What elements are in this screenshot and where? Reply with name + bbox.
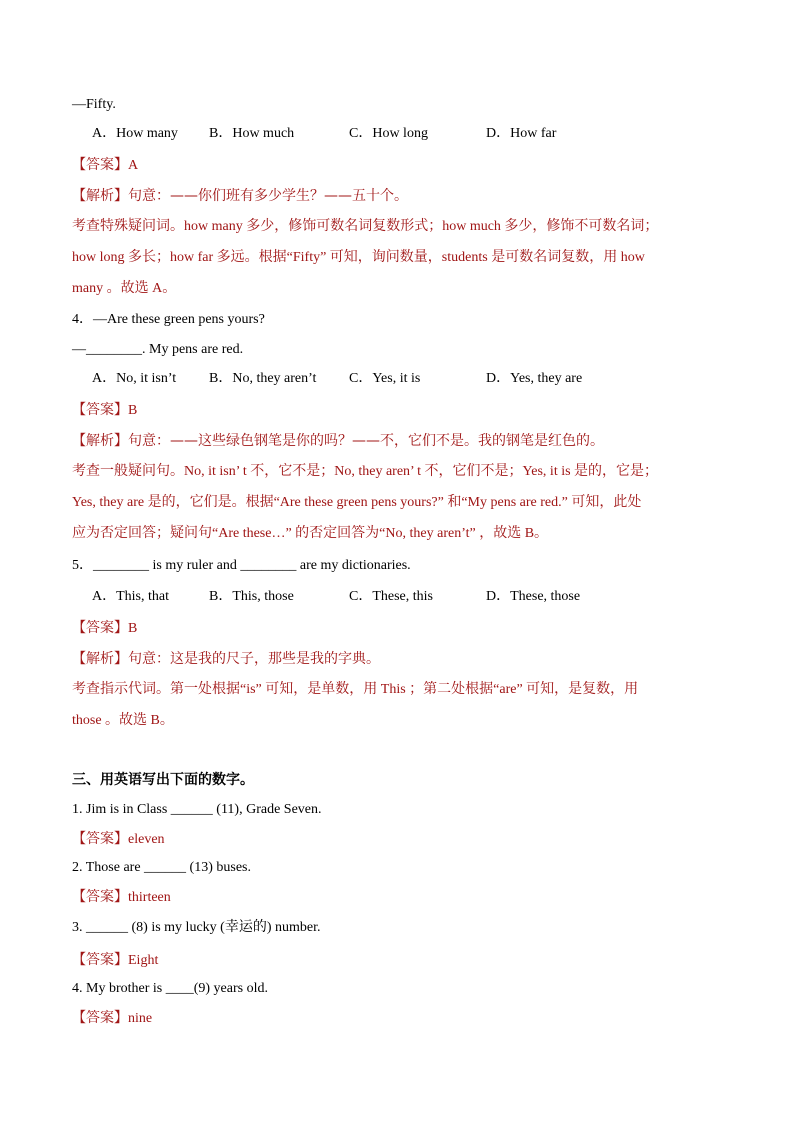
answer-value: B	[128, 403, 138, 418]
q5-answer	[72, 618, 732, 639]
q4-analysis-line-3: Yes, they are 是的，它们是。根据“Are these green pens yours?” 和“My pens are red.” 可知，此处	[72, 495, 642, 510]
q5-analysis	[72, 649, 732, 670]
q5-option-d: D．These, those	[486, 589, 581, 604]
q3-analysis-line-3: how long 多长；how far 多远。根据“Fifty” 可知，询问数量，students 是可数名词复数，用 how	[72, 250, 645, 265]
s3-question-4: 4. My brother is ____(9) years old.	[72, 981, 268, 996]
q4-option-c: C．Yes, it is	[349, 371, 421, 386]
s3-answer-4	[72, 1008, 732, 1029]
q4-analysis-line-4: 应为否定回答；疑问句“Are these…” 的否定回答为“No, they aren’t” ，故选 B。	[72, 526, 549, 541]
q3-answer	[72, 155, 732, 176]
q5-question: 5．________ is my ruler and ________ are my dictionaries.	[72, 558, 411, 573]
s3-answer-3	[72, 950, 732, 971]
q4-analysis	[72, 431, 732, 452]
q4-answer	[72, 400, 732, 421]
answer-label: 【答案】	[72, 952, 128, 968]
analysis-label: 【解析】	[72, 651, 128, 667]
s3-question-1: 1. Jim is in Class ______ (11), Grade Seven.	[72, 802, 322, 817]
answer-label: 【答案】	[72, 831, 128, 847]
answer-value: thirteen	[128, 890, 171, 905]
q4-question: 4．—Are these green pens yours?	[72, 312, 265, 327]
analysis-text: 句意：这是我的尺子，那些是我的字典。	[128, 651, 380, 667]
q5-option-b: B．This, those	[209, 589, 294, 604]
s3-question-2: 2. Those are ______ (13) buses.	[72, 860, 251, 875]
q3-analysis-line-4: many 。故选 A。	[72, 281, 177, 296]
s3-question-3: 3. ______ (8) is my lucky (幸运的) number.	[72, 920, 321, 935]
analysis-label: 【解析】	[72, 188, 128, 204]
q4-option-b: B．No, they aren’t	[209, 371, 317, 386]
answer-label: 【答案】	[72, 889, 128, 905]
q5-option-a: A．This, that	[92, 589, 169, 604]
q4-analysis-line-2: 考查一般疑问句。No, it isn’ t 不，它不是；No, they aren’ t 不，它们不是；Yes, it is 是的，它是；	[72, 464, 659, 479]
answer-label: 【答案】	[72, 157, 128, 173]
s3-answer-1	[72, 829, 732, 850]
answer-label: 【答案】	[72, 620, 128, 636]
section-heading: 三、用英语写出下面的数字。	[72, 772, 254, 788]
q3-option-a: A．How many	[92, 126, 178, 141]
q3-analysis-line-2: 考查特殊疑问词。how many 多少，修饰可数名词复数形式；how much 多少，修饰不可数名词；	[72, 219, 659, 234]
q3-analysis	[72, 186, 732, 207]
q3-option-d: D．How far	[486, 126, 557, 141]
analysis-label: 【解析】	[72, 433, 128, 449]
answer-value: nine	[128, 1011, 153, 1026]
q5-analysis-line-3: those 。故选 B。	[72, 713, 174, 728]
q3-option-b: B．How much	[209, 126, 295, 141]
q4-option-a: A．No, it isn’t	[92, 371, 177, 386]
s3-answer-2	[72, 887, 732, 908]
answer-value: eleven	[128, 832, 165, 847]
answer-label: 【答案】	[72, 1010, 128, 1026]
q4-option-d: D．Yes, they are	[486, 371, 583, 386]
analysis-text: 句意：——这些绿色钢笔是你的吗？——不，它们不是。我的钢笔是红色的。	[128, 433, 604, 449]
q3-option-c: C．How long	[349, 126, 428, 141]
answer-label: 【答案】	[72, 402, 128, 418]
q5-analysis-line-2: 考查指示代词。第一处根据“is” 可知，是单数，用 This ；第二处根据“are” 可知，是复数，用	[72, 682, 639, 697]
answer-value: Eight	[128, 953, 159, 968]
q3-response: —Fifty.	[72, 97, 116, 112]
q5-option-c: C．These, this	[349, 589, 433, 604]
answer-value: B	[128, 621, 138, 636]
answer-value: A	[128, 158, 139, 173]
q4-response: —________. My pens are red.	[72, 342, 244, 357]
analysis-text: 句意：——你们班有多少学生？——五十个。	[128, 188, 408, 204]
